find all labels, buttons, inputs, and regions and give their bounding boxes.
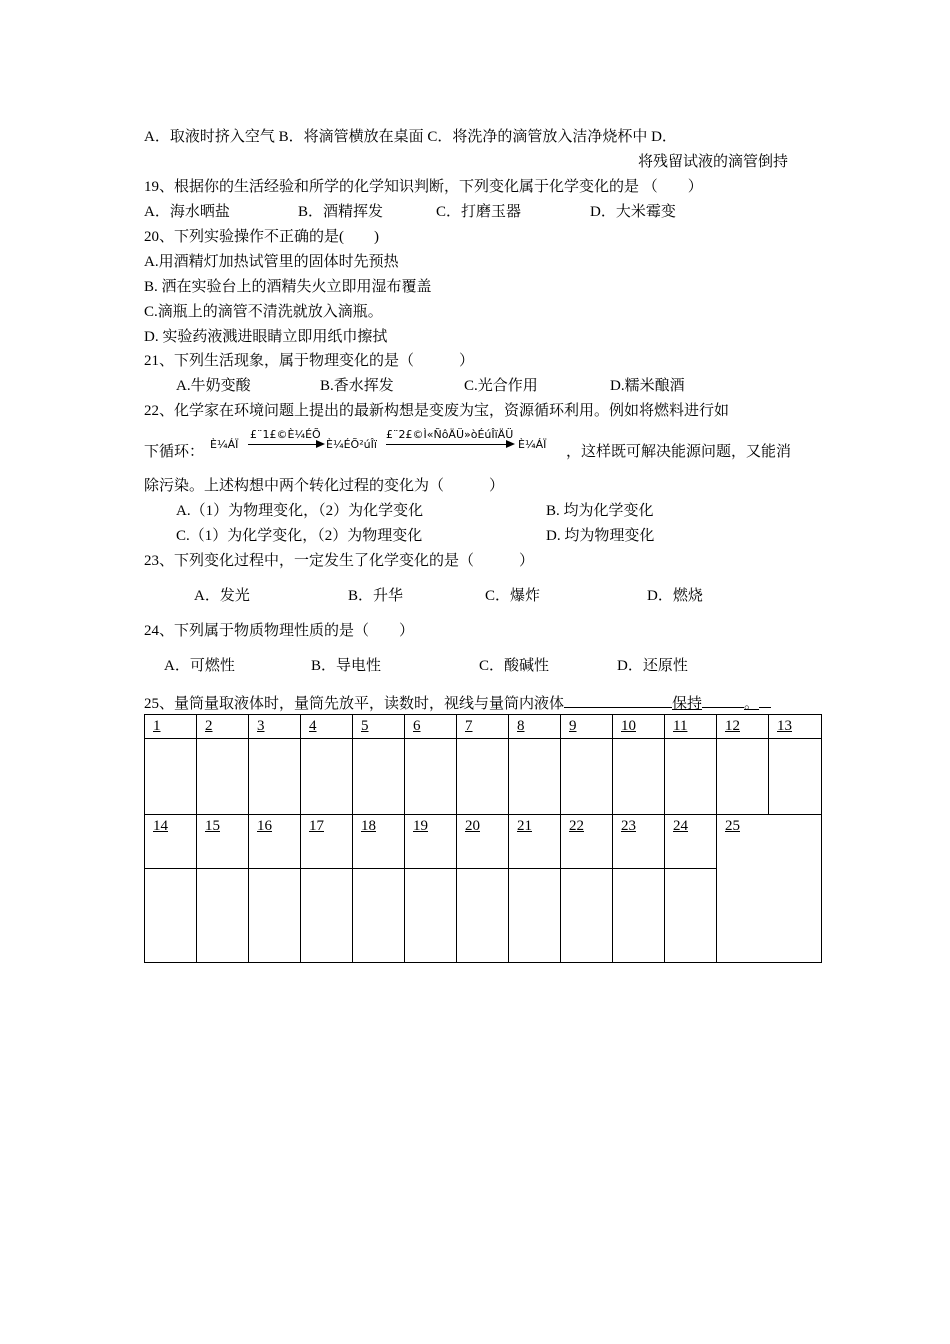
q21-option-a: A.牛奶变酸 xyxy=(176,378,251,394)
answer-label-21: 21 xyxy=(509,815,561,869)
q24-option-a: A．可燃性 xyxy=(164,658,235,674)
answer-label-24: 24 xyxy=(665,815,717,869)
q19-option-c: C．打磨玉器 xyxy=(436,204,522,220)
q21-option-b: B.香水挥发 xyxy=(320,378,394,394)
q20-stem: 20、下列实验操作不正确的是( ) xyxy=(144,229,379,245)
answer-label-6: 6 xyxy=(405,715,457,739)
q25-stem xyxy=(144,691,771,714)
q20-option-a: A.用酒精灯加热试管里的固体时先预热 xyxy=(144,254,399,270)
q23-option-d: D．燃烧 xyxy=(647,588,703,604)
q23-stem: 23、下列变化过程中，一定发生了化学变化的是（ ） xyxy=(144,553,535,569)
answer-cell-20[interactable] xyxy=(457,869,509,963)
q19-option-b: B．酒精挥发 xyxy=(298,204,384,220)
cycle-arrow1-line xyxy=(248,444,318,445)
q25-stem-prefix: 25、量筒量取液体时，量筒先放平，读数时，视线与量筒内液体 xyxy=(144,696,565,712)
cycle-arrow1-label: £¨1£©È¼ÉÕ xyxy=(250,428,321,441)
answer-cell-14[interactable] xyxy=(145,869,197,963)
q22-stem-line3: 除污染。上述构想中两个转化过程的变化为（ ） xyxy=(144,478,505,494)
q22-stem-line1: 22、化学家在环境问题上提出的最新构想是变废为宝，资源循环利用。例如将燃料进行如 xyxy=(144,403,730,419)
answer-cell-13[interactable] xyxy=(769,739,822,815)
cycle-arrow2-head xyxy=(506,440,515,448)
answer-cell-4[interactable] xyxy=(301,739,353,815)
cycle-node-combustion-product: È¼ÉÕ²úÎï xyxy=(326,438,377,451)
q21-option-c: C.光合作用 xyxy=(464,378,538,394)
answer-cell-10[interactable] xyxy=(613,739,665,815)
q22-option-b: B. 均为化学变化 xyxy=(546,503,654,519)
q20-option-b: B. 洒在实验台上的酒精失火立即用湿布覆盖 xyxy=(144,279,432,295)
q24-stem: 24、下列属于物质物理性质的是（ ） xyxy=(144,623,415,639)
answer-cell-25[interactable]: 25 xyxy=(717,815,822,963)
answer-label-20: 20 xyxy=(457,815,509,869)
answer-label-10: 10 xyxy=(613,715,665,739)
q22-stem-prefix: 下循环： xyxy=(144,444,205,460)
q21-option-d: D.糯米酿酒 xyxy=(610,378,685,394)
q23-option-b: B．升华 xyxy=(348,588,404,604)
answer-cell-19[interactable] xyxy=(405,869,457,963)
answer-label-2: 2 xyxy=(197,715,249,739)
answer-cell-22[interactable] xyxy=(561,869,613,963)
answer-label-12: 12 xyxy=(717,715,769,739)
answer-cell-6[interactable] xyxy=(405,739,457,815)
answer-label-7: 7 xyxy=(457,715,509,739)
cycle-arrow2-label: £¨2£©Ì«ÑôÄÜ»òÉúÎïÄÜ xyxy=(386,428,514,441)
q22-option-a: A.（1）为物理变化，（2）为化学变化 xyxy=(176,503,424,519)
q24-option-d: D．还原性 xyxy=(617,658,688,674)
q18-option-d-continuation: 将残留试液的滴管倒持 xyxy=(638,154,789,170)
answer-cell-23[interactable] xyxy=(613,869,665,963)
answer-table xyxy=(144,714,822,963)
answer-cell-7[interactable] xyxy=(457,739,509,815)
q22-stem-suffix: ，这样既可解决能源问题，又能消 xyxy=(566,444,792,460)
answer-label-14: 14 xyxy=(145,815,197,869)
cycle-node-fuel-start: È¼ÁÏ xyxy=(210,438,239,451)
answer-cell-12[interactable] xyxy=(717,739,769,815)
answer-label-3: 3 xyxy=(249,715,301,739)
answer-label-23: 23 xyxy=(613,815,665,869)
answer-label-19: 19 xyxy=(405,815,457,869)
q25-stem-end: 。 xyxy=(744,696,760,712)
q25-blank-text: 保持 xyxy=(672,696,703,712)
answer-label-1: 1 xyxy=(145,715,197,739)
answer-cell-9[interactable] xyxy=(561,739,613,815)
answer-cell-18[interactable] xyxy=(353,869,405,963)
answer-label-17: 17 xyxy=(301,815,353,869)
q18-options-line: A．取液时挤入空气 B．将滴管横放在桌面 C．将洗净的滴管放入洁净烧杯中 D． xyxy=(144,129,677,145)
answer-cell-2[interactable] xyxy=(197,739,249,815)
q19-stem: 19、根据你的生活经验和所学的化学知识判断，下列变化属于化学变化的是 （ ） xyxy=(144,179,703,195)
answer-cell-5[interactable] xyxy=(353,739,405,815)
q21-stem: 21、下列生活现象，属于物理变化的是（ ） xyxy=(144,353,475,369)
answer-label-5: 5 xyxy=(353,715,405,739)
answer-cell-24[interactable] xyxy=(665,869,717,963)
answer-table-header-row-2 xyxy=(145,815,822,869)
answer-cell-3[interactable] xyxy=(249,739,301,815)
answer-label-15: 15 xyxy=(197,815,249,869)
answer-label-18: 18 xyxy=(353,815,405,869)
answer-label-4: 4 xyxy=(301,715,353,739)
q25-blank-1[interactable] xyxy=(564,691,672,708)
cycle-arrow1-head xyxy=(316,440,325,448)
q19-option-a: A．海水晒盐 xyxy=(144,204,230,220)
cycle-arrow2-line xyxy=(386,444,508,445)
q22-option-d: D. 均为物理变化 xyxy=(546,528,655,544)
answer-cell-11[interactable] xyxy=(665,739,717,815)
answer-cell-16[interactable] xyxy=(249,869,301,963)
q25-blank-2[interactable] xyxy=(702,691,744,708)
answer-cell-17[interactable] xyxy=(301,869,353,963)
fuel-cycle-diagram xyxy=(210,428,550,468)
answer-table-answer-row-1 xyxy=(145,739,822,815)
answer-label-9: 9 xyxy=(561,715,613,739)
q20-option-c: C.滴瓶上的滴管不清洗就放入滴瓶。 xyxy=(144,304,383,320)
cycle-node-fuel-end: È¼ÁÏ xyxy=(518,438,547,451)
answer-label-8: 8 xyxy=(509,715,561,739)
answer-label-11: 11 xyxy=(665,715,717,739)
answer-cell-1[interactable] xyxy=(145,739,197,815)
q23-option-a: A．发光 xyxy=(194,588,250,604)
q24-option-b: B．导电性 xyxy=(311,658,382,674)
q20-option-d: D. 实验药液溅进眼睛立即用纸巾擦拭 xyxy=(144,329,388,345)
answer-label-16: 16 xyxy=(249,815,301,869)
answer-cell-21[interactable] xyxy=(509,869,561,963)
answer-cell-15[interactable] xyxy=(197,869,249,963)
answer-label-22: 22 xyxy=(561,815,613,869)
answer-cell-8[interactable] xyxy=(509,739,561,815)
q19-option-d: D．大米霉变 xyxy=(590,204,676,220)
q23-option-c: C．爆炸 xyxy=(485,588,541,604)
q24-option-c: C．酸碱性 xyxy=(479,658,550,674)
q22-option-c: C.（1）为化学变化，（2）为物理变化 xyxy=(176,528,423,544)
answer-label-13: 13 xyxy=(769,715,822,739)
answer-table-header-row-1 xyxy=(145,715,822,739)
q25-blank-3 xyxy=(759,691,771,708)
